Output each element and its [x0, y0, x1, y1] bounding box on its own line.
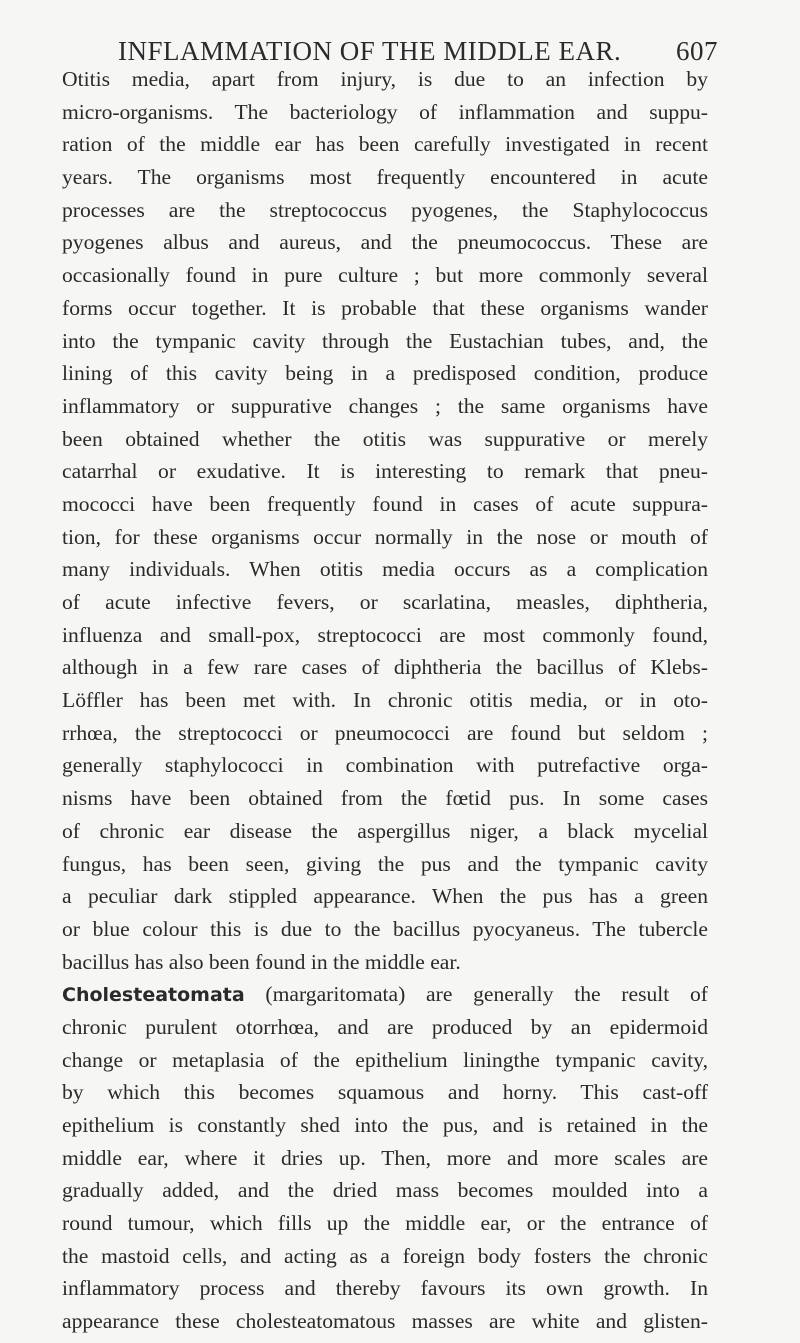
text-line	[62, 978, 708, 1011]
text-line: fungus, has been seen, giving the pus and the tympanic cavity	[62, 851, 708, 876]
text-line: generally staphylococci in combination with putrefactive orga-	[62, 753, 708, 778]
text-line: Otitis media, apart from injury, is due to an infection by	[62, 67, 708, 91]
text-line: influenza and small-pox, streptococci are most commonly found,	[62, 622, 708, 647]
text-line: pyogenes albus and aureus, and the pneumococcus. These are	[62, 230, 708, 255]
text-run: (margaritomata) are generally the result of	[244, 982, 708, 1007]
text-line: of acute infective fevers, or scarlatina, measles, diphtheria,	[62, 590, 708, 614]
section-term: Cholesteatomata	[62, 984, 245, 1007]
text-line: years. The organisms most frequently encountered in acute	[62, 165, 708, 190]
text-line: processes are the streptococcus pyogenes, the Staphylococcus	[62, 197, 708, 222]
text-line: lining of this cavity being in a predisposed condition, produce	[62, 361, 708, 386]
page-number: 607	[676, 36, 718, 66]
text-line: occasionally found in pure culture ; but more commonly several	[62, 263, 708, 288]
text-line: Löffler has been met with. In chronic otitis media, or in oto-	[62, 688, 708, 713]
text-line: although in a few rare cases of diphtheria the bacillus of Klebs-	[62, 655, 708, 680]
text-line: appearance these cholesteatomatous masses are white and glisten-	[62, 1309, 708, 1334]
text-line: catarrhal or exudative. It is interesting to remark that pneu-	[62, 459, 708, 484]
text-line: nisms have been obtained from the fœtid pus. In some cases	[62, 786, 708, 811]
text-line: epithelium is constantly shed into the pus, and is retained in the	[62, 1113, 708, 1137]
body-text	[62, 63, 708, 1338]
text-line: inflammatory or suppurative changes ; the same organisms have	[62, 393, 708, 418]
text-line: or blue colour this is due to the bacillus pyocyaneus. The tubercle	[62, 916, 708, 941]
text-line: ration of the middle ear has been carefully investigated in recent	[62, 132, 708, 157]
text-line: of chronic ear disease the aspergillus niger, a black mycelial	[62, 818, 708, 843]
text-line: by which this becomes squamous and horny. This cast-off	[62, 1080, 708, 1105]
text-line: inflammatory process and thereby favours its own growth. In	[62, 1276, 708, 1301]
text-line: been obtained whether the otitis was suppurative or merely	[62, 426, 708, 451]
text-line: the mastoid cells, and acting as a foreign body fosters the chronic	[62, 1243, 708, 1268]
text-line: a peculiar dark stippled appearance. When the pus has a green	[62, 884, 708, 909]
text-line: round tumour, which fills up the middle ear, or the entrance of	[62, 1211, 708, 1236]
text-line: gradually added, and the dried mass becomes moulded into a	[62, 1178, 708, 1203]
text-line: many individuals. When otitis media occurs as a complication	[62, 557, 708, 582]
chapter-title: INFLAMMATION OF THE MIDDLE EAR.	[118, 36, 622, 66]
text-line: forms occur together. It is probable that these organisms wander	[62, 295, 708, 320]
text-line: tion, for these organisms occur normally in the nose or mouth of	[62, 524, 708, 549]
text-line: middle ear, where it dries up. Then, more and more scales are	[62, 1145, 708, 1170]
text-line: rrhœa, the streptococci or pneumococci are found but seldom ;	[62, 720, 708, 745]
text-line: change or metaplasia of the epithelium liningthe tympanic cavity,	[62, 1047, 708, 1072]
text-line: bacillus has also been found in the middle ear.	[62, 949, 461, 974]
text-line: mococci have been frequently found in cases of acute suppura-	[62, 491, 708, 516]
text-line: chronic purulent otorrhœa, and are produced by an epidermoid	[62, 1014, 708, 1039]
text-line: micro-organisms. The bacteriology of inflammation and suppu-	[62, 99, 708, 124]
text-line: into the tympanic cavity through the Eustachian tubes, and, the	[62, 328, 708, 353]
